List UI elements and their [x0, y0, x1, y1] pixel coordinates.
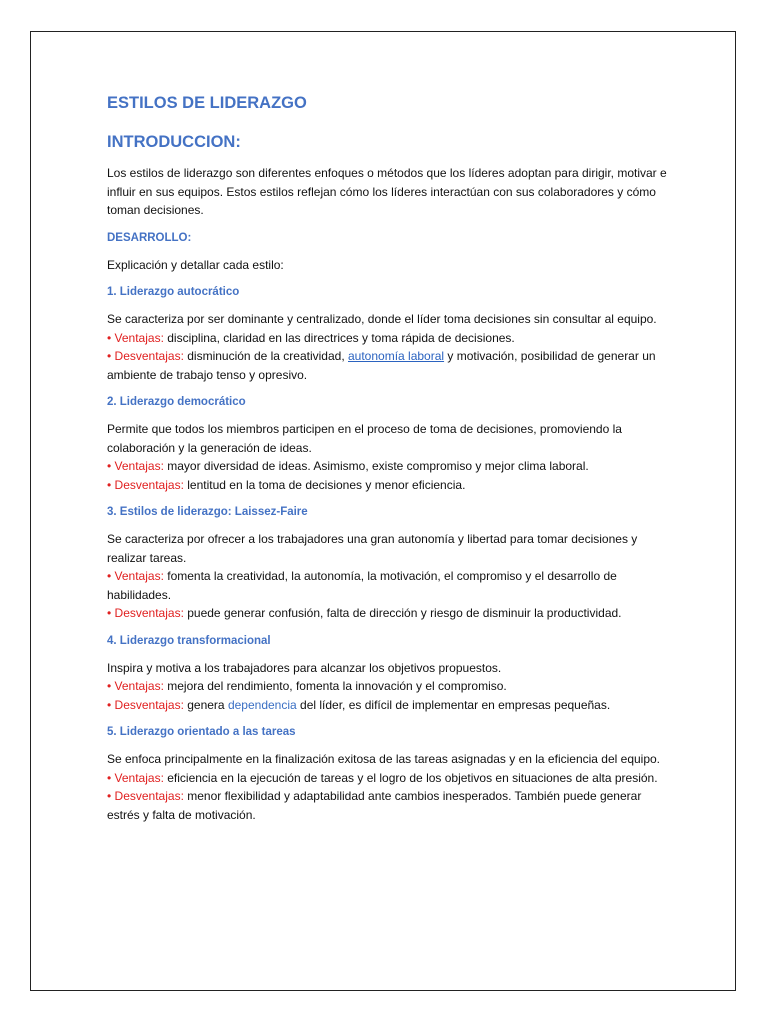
intro-paragraph: Los estilos de liderazgo son diferentes enfoques o métodos que los líderes adoptan para dirigir, motivar e influir en sus equipos. Estos estilos reflejan cómo los líderes interactúan con sus colaboradores y cómo toman decisiones. [107, 166, 667, 217]
style-3-description: Se caracteriza por ofrecer a los trabajadores una gran autonomía y libertad para tomar decisiones y realizar tareas. [107, 532, 638, 565]
style-4-desventajas [107, 696, 667, 715]
style-1-heading: 1. Liderazgo autocrático [107, 286, 240, 298]
ventajas-text: eficiencia en la ejecución de tareas y el logro de los objetivos en situaciones de alta presión. [163, 770, 658, 785]
ventajas-text: mejora del rendimiento, fomenta la innovación y el compromiso. [163, 679, 507, 693]
autonomia-laboral-link[interactable]: autonomía laboral [348, 349, 445, 363]
ventajas-label: • Ventajas: [107, 330, 164, 345]
desventajas-text: menor flexibilidad y adaptabilidad ante cambios inesperados. También puede generar estrés y falta de motivación. [107, 789, 642, 822]
style-1-desventajas [107, 347, 667, 384]
style-3-ventajas [107, 567, 667, 604]
document-page [30, 31, 736, 991]
style-2-description: Permite que todos los miembros participen en el proceso de toma de decisiones, promoviendo la colaboración y la generación de ideas. [107, 422, 622, 455]
style-2-heading: 2. Liderazgo democrático [107, 396, 246, 408]
style-1-ventajas [107, 329, 667, 348]
style-5-heading: 5. Liderazgo orientado a las tareas [107, 726, 296, 738]
ventajas-label: • Ventajas: [107, 679, 164, 693]
desventajas-text: genera [183, 697, 228, 712]
desventajas-label: • Desventajas: [107, 477, 184, 492]
desventajas-text: disminución de la creatividad, [183, 349, 348, 363]
style-5-ventajas [107, 769, 667, 788]
desventajas-label: • Desventajas: [107, 606, 184, 620]
ventajas-label: • Ventajas: [107, 569, 164, 583]
ventajas-text: disciplina, claridad en las directrices y toma rápida de decisiones. [163, 330, 515, 345]
style-3-desventajas [107, 604, 667, 623]
ventajas-label: • Ventajas: [107, 770, 164, 785]
ventajas-text: fomenta la creatividad, la autonomía, la motivación, el compromiso y el desarrollo de habilidades. [107, 569, 617, 602]
style-3-heading: 3. Estilos de liderazgo: Laissez-Faire [107, 506, 308, 518]
style-1-description: Se caracteriza por ser dominante y centralizado, donde el líder toma decisiones sin consultar al equipo. [107, 312, 657, 326]
style-5-desventajas [107, 787, 667, 824]
intro-heading: INTRODUCCION: [107, 133, 241, 151]
document-content [107, 94, 667, 824]
ventajas-label: • Ventajas: [107, 459, 164, 473]
style-2-desventajas [107, 476, 667, 495]
desventajas-label: • Desventajas: [107, 697, 184, 712]
desventajas-text-cont: y motivación, posibilidad de generar un ambiente de trabajo tenso y opresivo. [107, 349, 656, 382]
desventajas-label: • Desventajas: [107, 349, 184, 363]
desarrollo-paragraph: Explicación y detallar cada estilo: [107, 257, 284, 272]
style-4-description: Inspira y motiva a los trabajadores para alcanzar los objetivos propuestos. [107, 660, 502, 675]
dependencia-term: dependencia [227, 697, 297, 712]
style-5-description: Se enfoca principalmente en la finalización exitosa de las tareas asignadas y en la eficiencia del equipo. [107, 752, 661, 766]
style-2-ventajas [107, 457, 667, 476]
ventajas-text: mayor diversidad de ideas. Asimismo, existe compromiso y mejor clima laboral. [163, 459, 589, 473]
style-4-heading: 4. Liderazgo transformacional [107, 634, 271, 647]
desventajas-text-cont: del líder, es difícil de implementar en empresas pequeñas. [296, 697, 611, 712]
desventajas-text: lentitud en la toma de decisiones y menor eficiencia. [183, 477, 466, 492]
style-4-ventajas [107, 677, 667, 696]
desarrollo-heading: DESARROLLO: [107, 231, 192, 244]
document-title: ESTILOS DE LIDERAZGO [107, 94, 307, 112]
desventajas-text: puede generar confusión, falta de dirección y riesgo de disminuir la productividad. [183, 606, 622, 620]
desventajas-label: • Desventajas: [107, 789, 184, 803]
